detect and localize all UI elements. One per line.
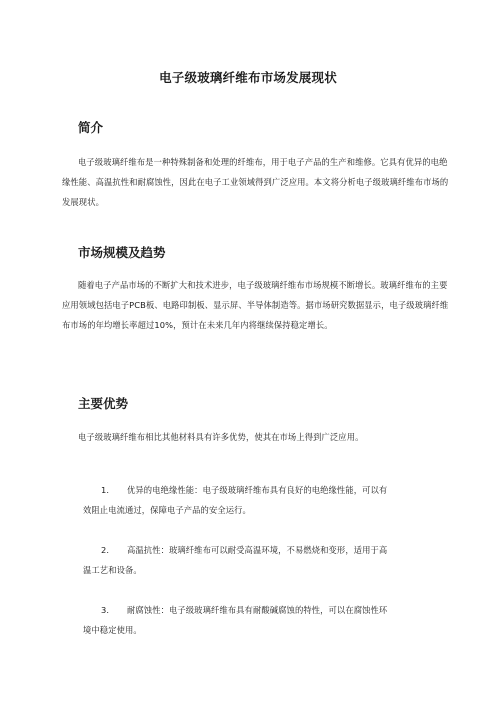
section-paragraph-intro: 电子级玻璃纤维布是一种特殊制备和处理的纤维布，用于电子产品的生产和维修。它具有优异的电绝缘性能、高温抗性和耐腐蚀性，因此在电子工业领域得到广泛应用。本文将分析电子级玻璃纤维布市场的发展现状。 (62, 157, 449, 207)
list-item-text-continued: 效阻止电流通过，保障电子产品的安全运行。 (83, 505, 251, 515)
list-item (62, 480, 442, 520)
document-title: 电子级玻璃纤维布市场发展现状 (159, 70, 337, 85)
list-item-number: 2. (101, 545, 110, 555)
list-item-text: 优异的电绝缘性能：电子级玻璃纤维布具有良好的电绝缘性能，可以有 (127, 485, 388, 495)
section-paragraph-advantages: 电子级玻璃纤维布相比其他材料具有许多优势，使其在市场上得到广泛应用。 (78, 432, 364, 442)
list-item-number: 1. (101, 485, 110, 495)
list-item (62, 540, 442, 580)
list-item-text-continued: 境中稳定使用。 (83, 625, 142, 635)
section-heading-market: 市场规模及趋势 (78, 245, 166, 260)
list-item-text: 耐腐蚀性：电子级玻璃纤维布具有耐酸碱腐蚀的特性，可以在腐蚀性环 (127, 605, 388, 615)
section-heading-advantages: 主要优势 (78, 396, 129, 411)
list-item-text-continued: 温工艺和设备。 (83, 565, 142, 575)
section-heading-intro: 简介 (78, 120, 104, 135)
list-item (62, 600, 442, 640)
list-item-text: 高温抗性：玻璃纤维布可以耐受高温环境，不易燃烧和变形，适用于高 (127, 545, 388, 555)
list-item-number: 3. (101, 605, 110, 615)
section-paragraph-market: 随着电子产品市场的不断扩大和技术进步，电子级玻璃纤维布市场规模不断增长。玻璃纤维布的主要应用领域包括电子PCB板、电路印制板、显示屏、半导体制造等。据市场研究数据显示，电子级玻璃纤维布市场的年均增长率超过10%，预计在未来几年内将继续保持稳定增长。 (62, 280, 449, 330)
